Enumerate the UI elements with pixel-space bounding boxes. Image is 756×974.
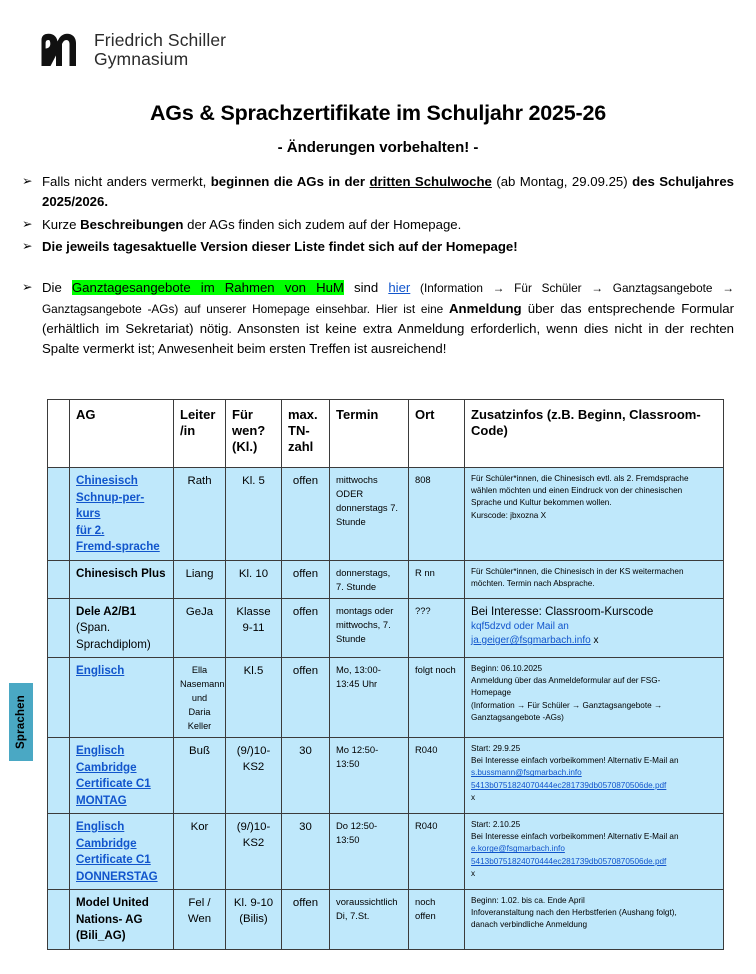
col-header-fuer-l3: (Kl.) <box>232 439 258 454</box>
cell-termin-line: Mo 12:50- <box>336 744 379 755</box>
cell-termin-line: mittwochs <box>336 474 378 485</box>
col-header-leiter-l1: Leiter <box>180 407 216 422</box>
col-header-tn-l3: zahl <box>288 439 314 454</box>
table-row <box>48 658 724 738</box>
table-body <box>48 468 724 950</box>
note-text-2 <box>42 215 734 235</box>
cell-zusatzinfos <box>465 468 724 561</box>
attachment-link[interactable]: 5413b0751824070444ec281739db0570870506de.pdf <box>471 856 667 866</box>
highlighted-term: Ganztagesangebote im Rahmen von HuM <box>71 280 344 295</box>
cell-fuer-wen: Kl. 10 <box>226 560 282 598</box>
col-header-termin: Termin <box>330 400 409 468</box>
cell-termin-line: Di, 7.St. <box>336 910 370 921</box>
note-4-part-3: sind <box>343 280 389 295</box>
bullet-arrow-icon: ➢ <box>22 174 33 188</box>
col-header-tn-zahl <box>282 400 330 468</box>
list-item <box>22 237 734 257</box>
note-1-part-1: Falls nicht anders vermerkt, <box>42 174 211 189</box>
bullet-arrow-icon: ➢ <box>22 238 33 253</box>
cell-fuer-wen: Klasse 9-11 <box>226 598 282 658</box>
info-line: möchten. Termin nach Absprache. <box>471 578 595 588</box>
info-line: Für Schüler*innen, die Chinesisch in der KS weitermachen <box>471 566 684 576</box>
cell-termin <box>330 738 409 814</box>
school-name-line1: Friedrich Schiller <box>94 30 227 50</box>
cell-termin <box>330 658 409 738</box>
school-name <box>94 31 226 69</box>
page-title: AGs & Sprachzertifikate im Schuljahr 2025-26 <box>149 101 607 125</box>
col-header-zusatzinfos: Zusatzinfos (z.B. Beginn, Classroom-Code) <box>465 400 724 468</box>
cell-ag[interactable] <box>70 814 174 890</box>
cell-zusatzinfos <box>465 560 724 598</box>
col-header-fuer-l2: wen? <box>232 423 266 438</box>
cell-termin <box>330 890 409 950</box>
info-line: Sprache und Kultur bekommen wollen. <box>471 498 612 508</box>
col-header-fuer-wen <box>226 400 282 468</box>
cell-fuer-wen: Kl. 9-10 (Bilis) <box>226 890 282 950</box>
cell-tn-zahl: offen <box>282 658 330 738</box>
cell-ag <box>70 560 174 598</box>
cell-tn-zahl: offen <box>282 560 330 598</box>
col-header-tn-l2: TN- <box>288 423 310 438</box>
cell-ag-line: Model United <box>76 896 149 909</box>
ag-table <box>47 399 724 950</box>
cell-ag[interactable] <box>70 468 174 561</box>
cell-ort: folgt noch <box>409 658 465 738</box>
note-1-part-5: des Schuljahres 2025/2026. <box>42 174 734 209</box>
cell-leiter: Kor <box>174 814 226 890</box>
cell-zusatzinfos <box>465 890 724 950</box>
table-row <box>48 814 724 890</box>
note-text-3 <box>42 237 734 257</box>
cell-tn-zahl: 30 <box>282 814 330 890</box>
fsg-monogram-icon <box>40 33 82 67</box>
info-line: Start: 29.9.25 <box>471 744 521 753</box>
cell-ort: 808 <box>409 468 465 561</box>
cell-leiter: Buß <box>174 738 226 814</box>
cell-termin-line: voraussichtlich <box>336 896 398 907</box>
cell-ag-line: Certificate C1 <box>76 777 151 790</box>
cell-leiter: Rath <box>174 468 226 561</box>
info-line: Bei Interesse einfach vorbeikommen! Alternativ E-Mail an <box>471 832 679 842</box>
cell-ag-line: für 2. <box>76 523 105 537</box>
cell-termin-line: Stunde <box>336 516 366 527</box>
section-marker-cell <box>48 560 70 598</box>
section-marker-cell <box>48 658 70 738</box>
info-line: Homepage <box>471 688 512 698</box>
cell-zusatzinfos <box>465 598 724 658</box>
info-mail-line <box>471 634 717 649</box>
info-tail: x <box>471 792 476 802</box>
email-link[interactable]: e.korge@fsgmarbach.info <box>471 844 565 854</box>
section-marker-cell <box>48 598 70 658</box>
cell-tn-zahl: offen <box>282 468 330 561</box>
note-text-1 <box>42 172 734 211</box>
table-row <box>48 890 724 950</box>
info-tail: x <box>471 868 476 878</box>
info-tail: x <box>590 635 599 646</box>
section-marker-cell <box>48 468 70 561</box>
cell-zusatzinfos <box>465 814 724 890</box>
cell-fuer-wen: Kl. 5 <box>226 468 282 561</box>
info-line: Anmeldung über das Anmeldeformular auf der FSG- <box>471 676 661 686</box>
cell-ag[interactable] <box>70 738 174 814</box>
cell-termin-line: mittwochs, 7. <box>336 618 391 630</box>
cell-leiter: Liang <box>174 560 226 598</box>
list-item <box>22 172 734 211</box>
cell-termin-line: montags oder <box>336 604 394 616</box>
cell-zusatzinfos <box>465 738 724 814</box>
info-line: danach verbindliche Anmeldung <box>471 920 588 930</box>
cell-ag-line: Nations- AG <box>76 912 143 926</box>
note-4-part-1: Die <box>42 280 72 295</box>
section-tab-sprachen <box>9 683 33 761</box>
note-text-4 <box>42 278 734 358</box>
hier-link[interactable]: hier <box>388 280 411 295</box>
cell-termin-line: donnerstags 7. <box>336 502 399 513</box>
note-2-part-3: der AGs finden sich zudem auf der Homepage. <box>183 217 462 232</box>
cell-fuer-wen: (9/)10-KS2 <box>226 814 282 890</box>
list-item <box>22 278 734 358</box>
cell-ag-line: (Span. <box>76 621 111 634</box>
table-row <box>48 598 724 658</box>
table-row <box>48 738 724 814</box>
col-header-section <box>48 400 70 468</box>
cell-ag-line: Sprachdiplom) <box>76 637 151 651</box>
cell-leiter: Fel / Wen <box>174 890 226 950</box>
cell-termin-line: donnerstags, <box>336 566 391 578</box>
cell-ag-line: Englisch <box>76 744 125 757</box>
cell-ort: R nn <box>409 560 465 598</box>
cell-termin <box>330 814 409 890</box>
section-tab-label: Sprachen <box>15 694 27 749</box>
school-logo <box>40 31 226 69</box>
notes-list <box>22 172 734 360</box>
list-item <box>22 215 734 235</box>
cell-ag-line: DONNERSTAG <box>76 869 158 883</box>
section-marker-cell <box>48 738 70 814</box>
info-line: wählen möchten und einen Eindruck von der chinesischen <box>471 486 683 496</box>
note-3-part-1: Die jeweils tagesaktuelle Version dieser Liste findet sich auf der Homepage! <box>42 238 518 254</box>
cell-ag-line: Cambridge <box>76 760 137 774</box>
cell-termin-line: 13:50 <box>336 758 360 769</box>
section-marker-cell <box>48 890 70 950</box>
note-4-part-7: über das entsprechende Formular (erhältlich im Sekretariat) nötig. Ansonsten ist keine extra Anmeldung erforderlich, wenn dies nicht in der rechten Spalte vermerkt ist; Anwesenheit beim ersten Treffen ist ausreichend! <box>42 300 734 356</box>
info-line: Beginn: 06.10.2025 <box>471 664 543 673</box>
cell-ag-line: Chinesisch <box>76 474 138 487</box>
cell-tn-zahl: offen <box>282 890 330 950</box>
cell-ort: noch offen <box>409 890 465 950</box>
cell-termin <box>330 598 409 658</box>
cell-termin <box>330 468 409 561</box>
cell-ag-line: (Bili_AG) <box>76 929 126 942</box>
cell-leiter: Ella Nasemann und Daria Keller <box>174 658 226 738</box>
cell-ag-line: Cambridge <box>76 836 137 850</box>
info-line: (Information → Für Schüler → Ganztagsangebote → <box>471 700 663 710</box>
cell-ag <box>70 890 174 950</box>
cell-tn-zahl: offen <box>282 598 330 658</box>
attachment-link[interactable]: 5413b0751824070444ec281739db0570870506de.pdf <box>471 780 667 790</box>
school-name-line2: Gymnasium <box>94 49 189 69</box>
cell-ag-line: Schnup-per-kurs <box>76 490 145 520</box>
cell-ort: R040 <box>409 738 465 814</box>
cell-ag[interactable] <box>70 658 174 738</box>
col-header-ag: AG <box>70 400 174 468</box>
info-kurscode: kqf5dzvd oder Mail an <box>471 620 569 632</box>
cell-tn-zahl: 30 <box>282 738 330 814</box>
info-line: Kurscode: jbxozna X <box>471 510 547 520</box>
info-line: Für Schüler*innen, die Chinesisch evtl. als 2. Fremdsprache <box>471 474 689 483</box>
cell-ort: R040 <box>409 814 465 890</box>
note-2-part-1: Kurze <box>42 217 81 232</box>
note-1-part-4: (ab Montag, 29.09.25) <box>491 174 633 189</box>
note-1-part-3: dritten Schulwoche <box>369 174 492 189</box>
note-2-part-2: Beschreibungen <box>80 217 184 232</box>
cell-ag-line: MONTAG <box>76 793 127 807</box>
col-header-leiter <box>174 400 226 468</box>
cell-termin-line: Do 12:50- <box>336 820 378 831</box>
cell-ort: ??? <box>409 598 465 658</box>
cell-ag <box>70 598 174 658</box>
cell-fuer-wen: Kl.5 <box>226 658 282 738</box>
email-link[interactable]: s.bussmann@fsgmarbach.info <box>471 768 582 778</box>
cell-ag-line: Englisch <box>76 664 125 677</box>
cell-termin-line: ODER <box>336 488 364 499</box>
table-header-row <box>48 400 724 468</box>
info-line: Bei Interesse einfach vorbeikommen! Alternativ E-Mail an <box>471 756 679 766</box>
col-header-leiter-l2: /in <box>180 423 196 438</box>
info-line: Infoveranstaltung nach den Herbstferien (Aushang folgt), <box>471 908 677 918</box>
note-4-part-5: (Information → Für Schüler → Ganztagsangebote → Ganztagsangebote -AGs) auf unserer Homepage einsehbar. Hier ist eine <box>42 281 734 316</box>
cell-zusatzinfos <box>465 658 724 738</box>
cell-termin-line: 13:45 Uhr <box>336 678 378 689</box>
info-heading: Bei Interesse: Classroom-Kurscode <box>471 604 654 618</box>
cell-ag-line: Dele A2/B1 <box>76 604 137 618</box>
cell-termin <box>330 560 409 598</box>
page-subtitle: - Änderungen vorbehalten! - <box>277 139 479 156</box>
note-4-part-6: Anmeldung <box>449 300 522 316</box>
cell-ag-line: Englisch <box>76 820 125 833</box>
cell-termin-line: 13:50 <box>336 834 360 845</box>
cell-termin-line: Stunde <box>336 632 366 644</box>
col-header-ort: Ort <box>409 400 465 468</box>
cell-ag-line: Chinesisch Plus <box>76 566 166 580</box>
info-line: Ganztagsangebote -AGs) <box>471 712 564 722</box>
table-row <box>48 560 724 598</box>
cell-fuer-wen: (9/)10-KS2 <box>226 738 282 814</box>
col-header-tn-l1: max. <box>288 407 318 422</box>
note-1-part-2: beginnen die AGs in der <box>210 174 370 189</box>
bullet-arrow-icon: ➢ <box>22 280 33 294</box>
email-link[interactable]: ja.geiger@fsgmarbach.info <box>471 635 591 646</box>
bullet-arrow-icon: ➢ <box>22 217 33 231</box>
cell-termin-line: 7. Stunde <box>336 580 377 592</box>
cell-leiter: GeJa <box>174 598 226 658</box>
section-marker-cell <box>48 814 70 890</box>
info-line: Beginn: 1.02. bis ca. Ende April <box>471 896 585 905</box>
table-row <box>48 468 724 561</box>
info-line: Start: 2.10.25 <box>471 820 521 829</box>
cell-ag-line: Fremd-sprache <box>76 540 160 553</box>
col-header-fuer-l1: Für <box>232 407 253 422</box>
cell-termin-line: Mo, 13:00- <box>336 664 381 675</box>
cell-ag-line: Certificate C1 <box>76 853 151 866</box>
